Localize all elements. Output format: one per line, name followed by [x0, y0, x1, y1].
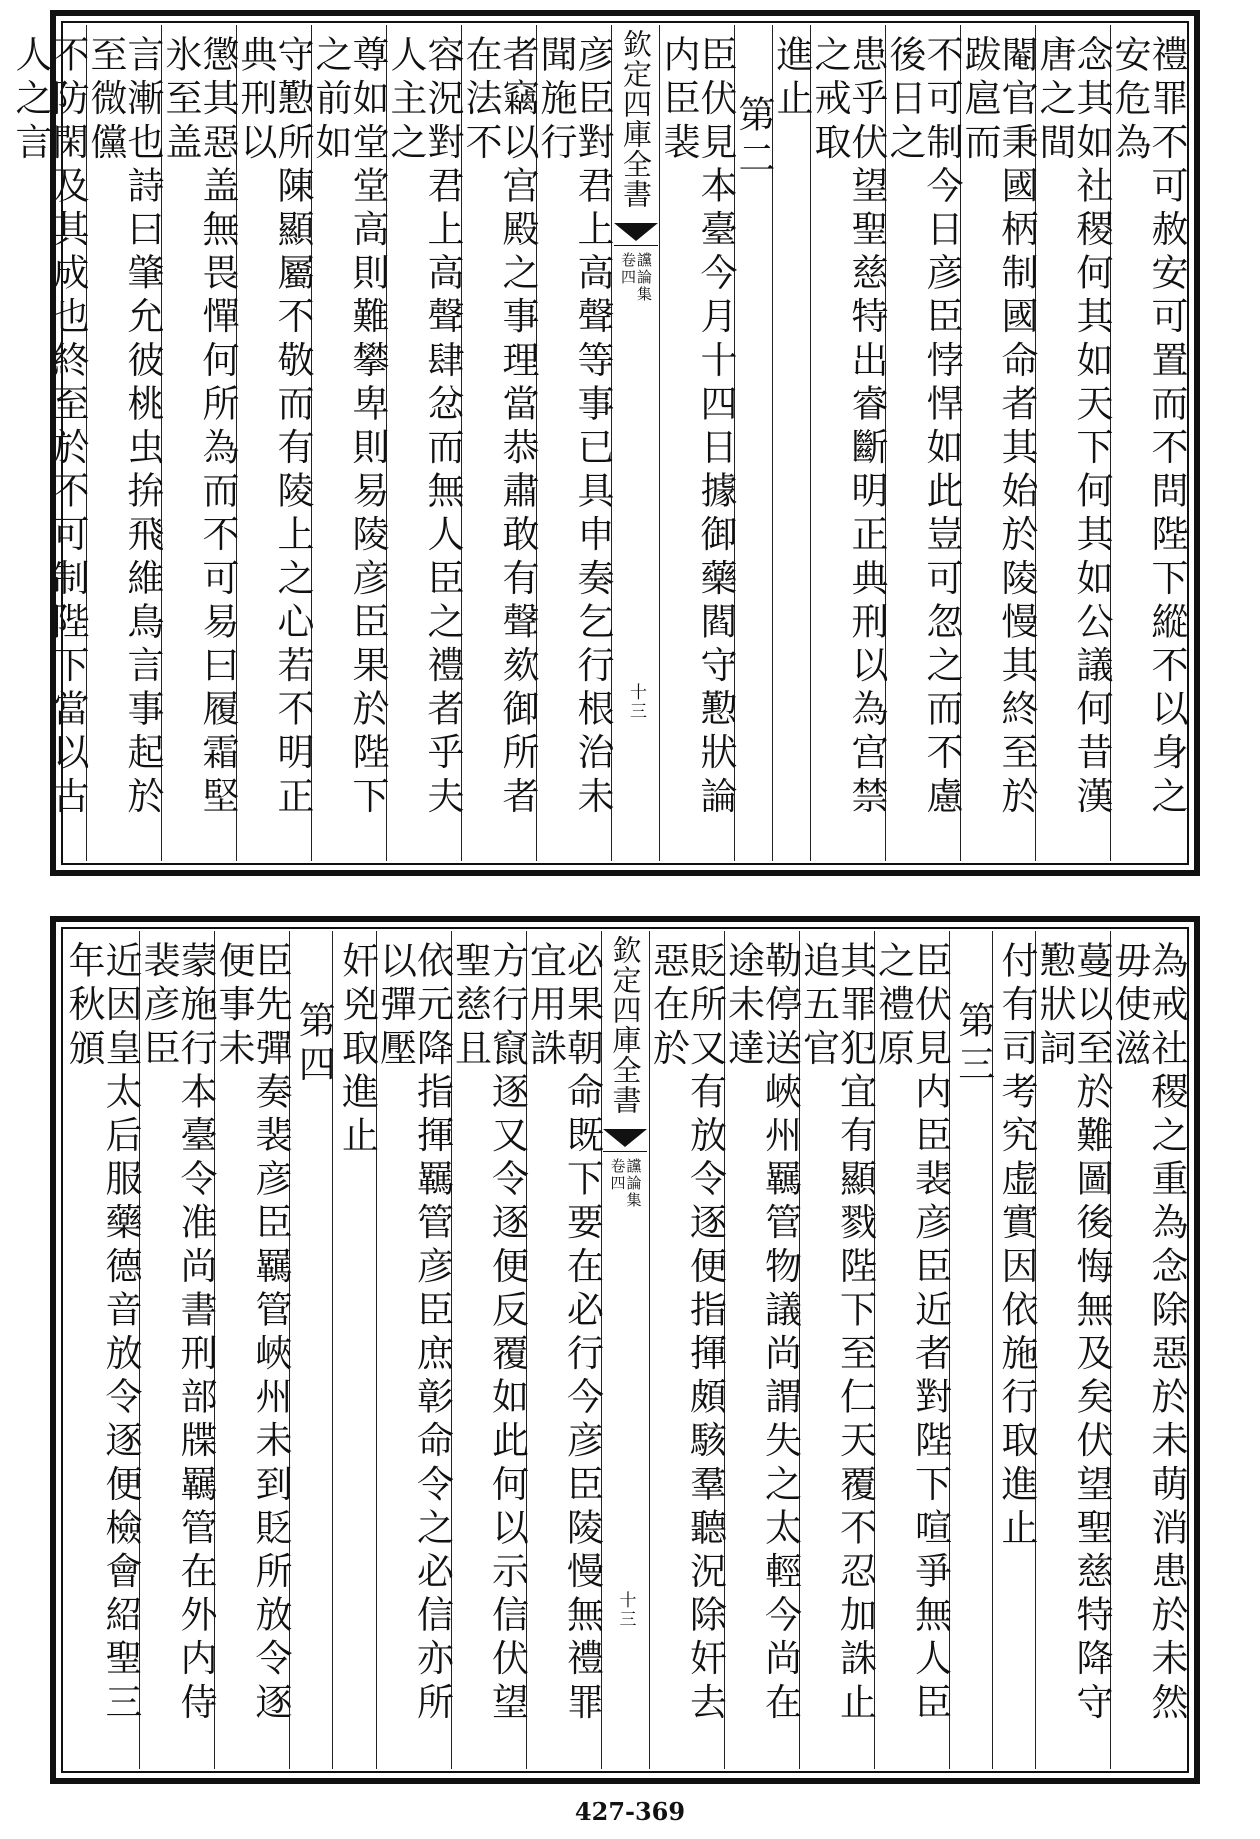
- text-column: 進止: [773, 25, 811, 861]
- text-column: 念其如社稷何其如天下何其如公議何昔漢唐之間: [1036, 25, 1111, 861]
- leaf-number: 十三: [615, 1591, 636, 1629]
- text-column: 閹官秉國柄制國命者其始於陵慢其終至於跋扈而: [961, 25, 1036, 861]
- book-title: 欽定四庫全書: [608, 935, 643, 1115]
- leaf-number: 十三: [626, 683, 646, 721]
- fish-tail-line: [614, 245, 658, 246]
- text-column: 奸兇取進止: [333, 931, 376, 1769]
- text-column: 臣伏見内臣裴彦臣近者對陛下喧爭無人臣之禮原: [875, 931, 950, 1769]
- text-column: 容況對君上高聲肆忿而無人臣之禮者乎夫人主之: [387, 25, 462, 861]
- volume-number: 卷四: [608, 1158, 627, 1192]
- fish-tail-line: [603, 1151, 647, 1152]
- text-column: 必果朝命既下要在必行今彦臣陵慢無禮罪宜用誅: [527, 931, 602, 1769]
- text-column: 為戒社稷之重為念除惡於未萌消患於未然毋使滋: [1108, 941, 1188, 1726]
- text-column: 禮罪不可赦安可置而不問陛下縱不以身之安危為: [1108, 35, 1188, 820]
- volume-number: 卷四: [619, 252, 637, 286]
- volume-title: [620, 252, 651, 303]
- text-column: 蔓以至於難圖後悔無及矣伏望聖慈特降守懃狀詞: [1036, 931, 1111, 1769]
- text-column: 不可制今日彦臣悖悍如此豈可忽之而不慮後日之: [886, 25, 961, 861]
- top-page-frame: [9, 10, 1200, 876]
- text-column: 貶所又有放令逐便指揮頗駭羣聽況除奸去惡在於: [650, 931, 725, 1769]
- text-column: 付有司考究虚實因依施行取進止: [993, 931, 1036, 1769]
- text-column: 懲其惡盖無畏憚何所為而不可易曰履霜堅氷至盖: [162, 25, 237, 861]
- text-column: 其罪犯宜有顯戮陛下至仁天覆不忍加誅止追五官: [800, 931, 875, 1769]
- text-column: 近因皇太后服藥德音放令逐便檢會紹聖三年秋頒: [65, 931, 140, 1769]
- text-column: 不防閑及其成也終至於不可制陛下當以古人之言: [12, 25, 87, 861]
- text-column: 勒停送峽州羈管物議尚謂失之太輕今尚在途未達: [725, 931, 800, 1769]
- text-column: 患乎伏望聖慈特出睿斷明正典刑以為宫禁之戒取: [811, 25, 886, 861]
- text-column: 者竊以宫殿之事理當恭肅敢有聲欬御所者在法不: [462, 25, 537, 861]
- section-heading: 第三: [950, 931, 993, 1769]
- volume-collection: 讜論集: [635, 252, 653, 303]
- text-column: 方行竄逐又令逐便反覆如此何以示信伏望聖慈且: [452, 931, 527, 1769]
- bottom-text-columns: [62, 931, 1188, 1769]
- center-margin: [612, 25, 660, 861]
- text-column: 尊如堂堂高則難攀卑則易陵彦臣果於陛下之前如: [312, 25, 387, 861]
- text-column: 依元降指揮羈管彦臣庶彰命令之必信亦所以彈壓: [377, 931, 452, 1769]
- text-column: 守懃所陳顯屬不敬而有陵上之心若不明正典刑以: [237, 25, 312, 861]
- volume-title: [610, 1158, 641, 1209]
- text-column: 臣伏見本臺今月十四日據御藥閻守懃狀論内臣裴: [660, 25, 735, 861]
- bottom-page-frame: [50, 916, 1200, 1784]
- page-number: 427-369: [574, 1797, 686, 1826]
- section-heading: 第四: [290, 931, 333, 1769]
- text-column: 言漸也詩曰肇允彼桃虫拚飛維鳥言事起於至微儻: [87, 25, 162, 861]
- text-column: 蒙施行本臺令准尚書刑部牒羈管在外内侍裴彦臣: [140, 931, 215, 1769]
- text-column: 彦臣對君上高聲等事已具申奏乞行根治未聞施行: [537, 25, 612, 861]
- section-heading: 第二: [735, 25, 773, 861]
- book-title: 欽定四庫全書: [619, 29, 653, 209]
- fish-tail-mark: [603, 1129, 647, 1147]
- center-margin: [602, 931, 650, 1769]
- fish-tail-mark: [614, 223, 658, 241]
- text-column: 臣先彈奏裴彦臣羈管峽州未到貶所放令逐便事未: [215, 931, 290, 1769]
- top-text-columns: [9, 25, 1188, 861]
- volume-collection: 讜論集: [624, 1158, 643, 1209]
